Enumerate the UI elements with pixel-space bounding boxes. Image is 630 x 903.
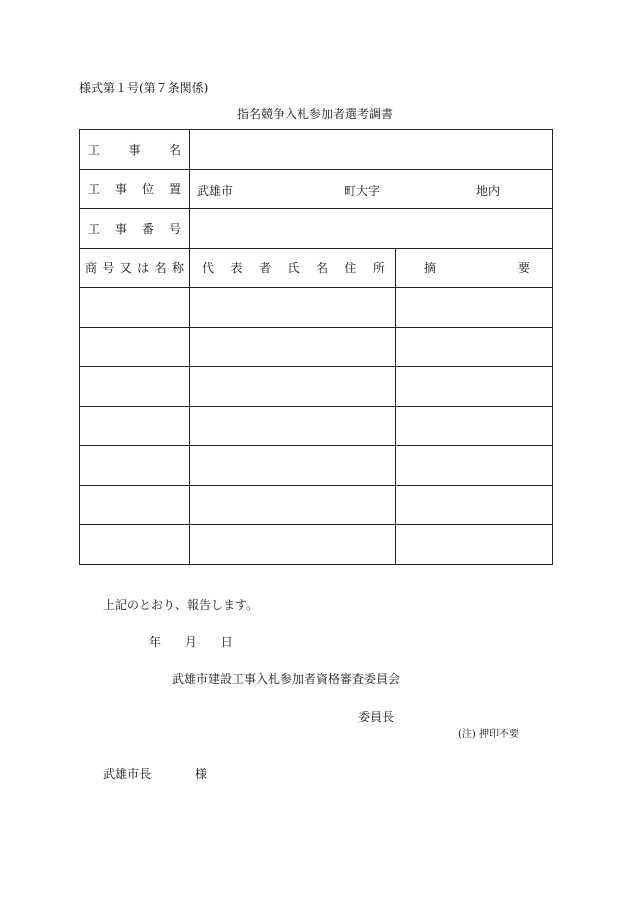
label-char: 置	[168, 182, 181, 197]
representative-cell[interactable]	[190, 525, 396, 565]
date-month-label: 月	[184, 635, 197, 649]
company-cell[interactable]	[80, 406, 190, 446]
company-cell[interactable]	[80, 525, 190, 565]
table-row	[80, 446, 553, 486]
work-name-row	[80, 130, 553, 170]
date-year-label: 年	[149, 635, 162, 649]
column-header-row	[80, 248, 553, 288]
representative-cell[interactable]	[190, 367, 396, 407]
header-remarks	[396, 248, 553, 288]
header-char: 住	[344, 261, 357, 276]
remarks-cell[interactable]	[396, 288, 553, 328]
header-char: 要	[517, 261, 530, 276]
label-char: 工	[88, 221, 101, 236]
seal-note: (注) 押印不要	[458, 729, 519, 740]
document-title: 指名競争入札参加者選考調書	[236, 107, 393, 121]
header-char: 所	[372, 261, 385, 276]
work-number-field[interactable]	[190, 209, 553, 249]
label-char: 事	[114, 221, 127, 236]
company-cell[interactable]	[80, 288, 190, 328]
company-cell[interactable]	[80, 327, 190, 367]
label-char: 名	[168, 142, 181, 157]
work-name-field[interactable]	[190, 130, 553, 170]
remarks-cell[interactable]	[396, 327, 553, 367]
label-char: 事	[128, 142, 141, 157]
header-char: 表	[230, 261, 243, 276]
work-number-label	[80, 209, 190, 249]
date-day-label: 日	[220, 635, 233, 649]
header-char: 号	[102, 261, 115, 276]
header-char: は	[137, 261, 150, 276]
label-char: 事	[114, 182, 127, 197]
table-row	[80, 525, 553, 565]
work-number-row	[80, 209, 553, 249]
header-char: 又	[119, 261, 132, 276]
table-row	[80, 288, 553, 328]
header-char: 商	[85, 261, 98, 276]
label-char: 工	[88, 182, 101, 197]
remarks-cell[interactable]	[396, 525, 553, 565]
header-char: 者	[258, 261, 271, 276]
header-company-name	[80, 248, 190, 288]
representative-cell[interactable]	[190, 485, 396, 525]
date-line	[149, 635, 233, 649]
header-char: 氏	[287, 261, 300, 276]
representative-cell[interactable]	[190, 446, 396, 486]
table-row	[80, 367, 553, 407]
location-town: 町大字	[344, 183, 381, 198]
remarks-cell[interactable]	[396, 367, 553, 407]
remarks-cell[interactable]	[396, 446, 553, 486]
table-row	[80, 485, 553, 525]
table-row	[80, 327, 553, 367]
work-location-field[interactable]	[190, 169, 553, 209]
remarks-cell[interactable]	[396, 485, 553, 525]
selection-report-table	[79, 129, 553, 565]
company-cell[interactable]	[80, 446, 190, 486]
label-char: 番	[141, 221, 154, 236]
header-representative-address	[190, 248, 396, 288]
label-char: 号	[168, 221, 181, 236]
addressee-name: 武雄市長	[103, 767, 152, 781]
label-char: 工	[88, 142, 101, 157]
representative-cell[interactable]	[190, 327, 396, 367]
representative-cell[interactable]	[190, 288, 396, 328]
chairman-label: 委員長	[358, 710, 395, 724]
header-char: 名	[154, 261, 167, 276]
work-name-label	[80, 130, 190, 170]
honorific: 様	[195, 767, 208, 781]
header-char: 名	[315, 261, 328, 276]
header-char: 代	[202, 261, 215, 276]
table-row	[80, 406, 553, 446]
company-cell[interactable]	[80, 367, 190, 407]
committee-name: 武雄市建設工事入札参加者資格審査委員会	[172, 672, 401, 686]
report-statement: 上記のとおり、報告します。	[103, 598, 259, 612]
remarks-cell[interactable]	[396, 406, 553, 446]
location-area: 地内	[476, 183, 501, 198]
company-cell[interactable]	[80, 485, 190, 525]
location-city: 武雄市	[197, 183, 234, 198]
label-char: 位	[141, 182, 154, 197]
addressee	[103, 767, 207, 781]
header-char: 称	[171, 261, 184, 276]
form-number: 様式第１号(第７条関係)	[79, 81, 209, 95]
header-char: 摘	[424, 261, 437, 276]
work-location-label	[80, 169, 190, 209]
representative-cell[interactable]	[190, 406, 396, 446]
work-location-row	[80, 169, 553, 209]
